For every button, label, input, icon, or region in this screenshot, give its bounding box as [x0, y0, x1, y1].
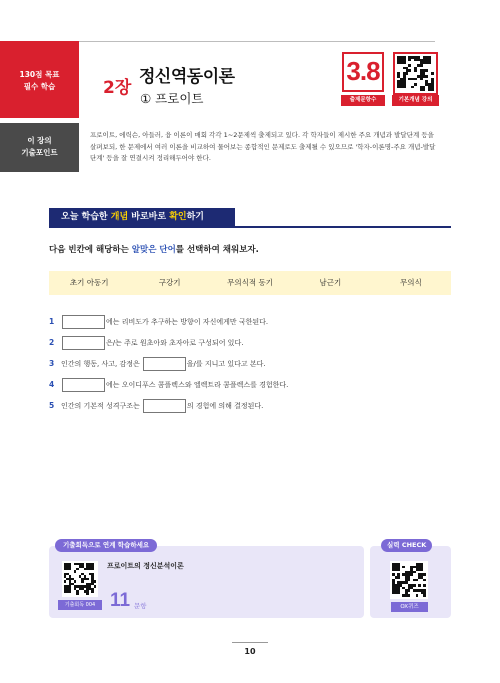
question-text: 의 경험에 의해 결정된다. [186, 402, 264, 410]
qr-code-icon [64, 563, 96, 595]
question-number: 2 [49, 338, 55, 347]
lecture-qr-caption: 기본개념 강의 [392, 95, 439, 106]
goal-badge [0, 41, 79, 118]
banner-underline [49, 226, 451, 228]
skill-check-qr[interactable] [390, 561, 428, 599]
word-bank-item[interactable]: 구강기 [158, 278, 181, 287]
question-count-value: 3.8 [346, 56, 380, 86]
question-text-before: 인간의 기본적 성격구조는 [61, 402, 140, 410]
question-text: 은/는 주로 원초아와 초자아로 구성되어 있다. [106, 339, 244, 347]
question-number: 4 [49, 380, 55, 389]
question-count-caption: 출제문항수 [341, 95, 385, 106]
question-row [49, 356, 266, 372]
goal-line-2: 필수 학습 [23, 82, 56, 91]
banner-text-2: 바로바로 [128, 212, 170, 222]
lecture-qr-code[interactable] [393, 52, 438, 95]
section-banner [49, 208, 235, 226]
question-number: 1 [49, 317, 55, 326]
question-row [49, 335, 243, 351]
chapter-title: 정신역동이론 [139, 67, 235, 87]
goal-line-1: 130점 목표 [19, 70, 60, 79]
question-number: 5 [49, 401, 55, 410]
point-line-2: 기출포인트 [21, 148, 58, 157]
answer-blank[interactable] [143, 357, 186, 371]
skill-check-tag: 실력 CHECK [381, 539, 432, 552]
related-study-qr[interactable] [62, 561, 98, 597]
question-text-before: 인간의 행동, 사고, 감정은 [61, 360, 140, 368]
banner-highlight-2: 확인 [169, 212, 187, 222]
answer-blank[interactable] [62, 378, 105, 392]
question-text: 에는 리비도가 추구하는 방향이 자신에게만 국한된다. [106, 318, 269, 326]
word-bank-item[interactable]: 무의식적 동기 [227, 278, 273, 287]
banner-text-1: 오늘 학습한 [61, 212, 111, 222]
skill-check-qr-caption: OX퀴즈 [391, 602, 428, 612]
chapter-subtitle: ① 프로이트 [140, 91, 204, 106]
answer-blank[interactable] [143, 399, 186, 413]
exam-point-badge [0, 123, 79, 172]
exam-point-text: 프로이트, 에릭슨, 아들러, 융 이론이 매회 각각 1~2문제씩 출제되고 있다. 각 학자들이 제시한 주요 개념과 발달단계 등을 살펴보되, 한 문제에서 여러 이론을 비교하여 물어보는 종합적인 문제로도 출제될 수 있으므로 '학자-이론명-주요 개념-발달단계' 등을 잘 연결시켜 정리해두어야 한다. [90, 131, 436, 162]
word-bank [49, 271, 451, 295]
instruction-text-1: 다음 빈칸에 해당하는 [49, 245, 132, 255]
answer-blank[interactable] [62, 336, 105, 350]
related-study-unit: 문항 [134, 602, 147, 610]
qr-code-icon [397, 56, 434, 91]
question-row [49, 314, 268, 330]
point-line-1: 이 장의 [27, 136, 52, 145]
related-study-title: 프로이트의 정신분석이론 [107, 562, 184, 570]
related-study-count: 11 [110, 590, 131, 611]
related-study-tag: 기출회독으로 연계 학습하세요 [55, 539, 157, 552]
question-text: 을/를 지니고 있다고 본다. [186, 360, 266, 368]
header-divider [79, 41, 435, 42]
banner-highlight-1: 개념 [110, 212, 129, 222]
question-row [49, 377, 288, 393]
chapter-number: 2장 [103, 78, 132, 98]
page-number: 10 [244, 647, 256, 656]
banner-text-3: 하기 [186, 212, 204, 222]
page-number-rule [232, 642, 268, 643]
question-count-box [342, 52, 384, 92]
question-row [49, 398, 263, 414]
instruction-highlight: 알맞은 단어 [131, 245, 176, 255]
question-number: 3 [49, 359, 55, 368]
word-bank-item[interactable]: 초기 아동기 [69, 278, 109, 287]
question-text: 에는 오이디푸스 콤플렉스와 엘렉트라 콤플렉스를 경험한다. [106, 381, 289, 389]
instruction [49, 243, 259, 255]
word-bank-item[interactable]: 무의식 [399, 278, 422, 287]
qr-code-icon [392, 563, 426, 597]
answer-blank[interactable] [62, 315, 105, 329]
related-study-qr-caption: 기출회독 004 [58, 600, 102, 610]
word-bank-item[interactable]: 남근기 [319, 278, 342, 287]
instruction-text-2: 를 선택하여 채워보자. [175, 245, 259, 255]
